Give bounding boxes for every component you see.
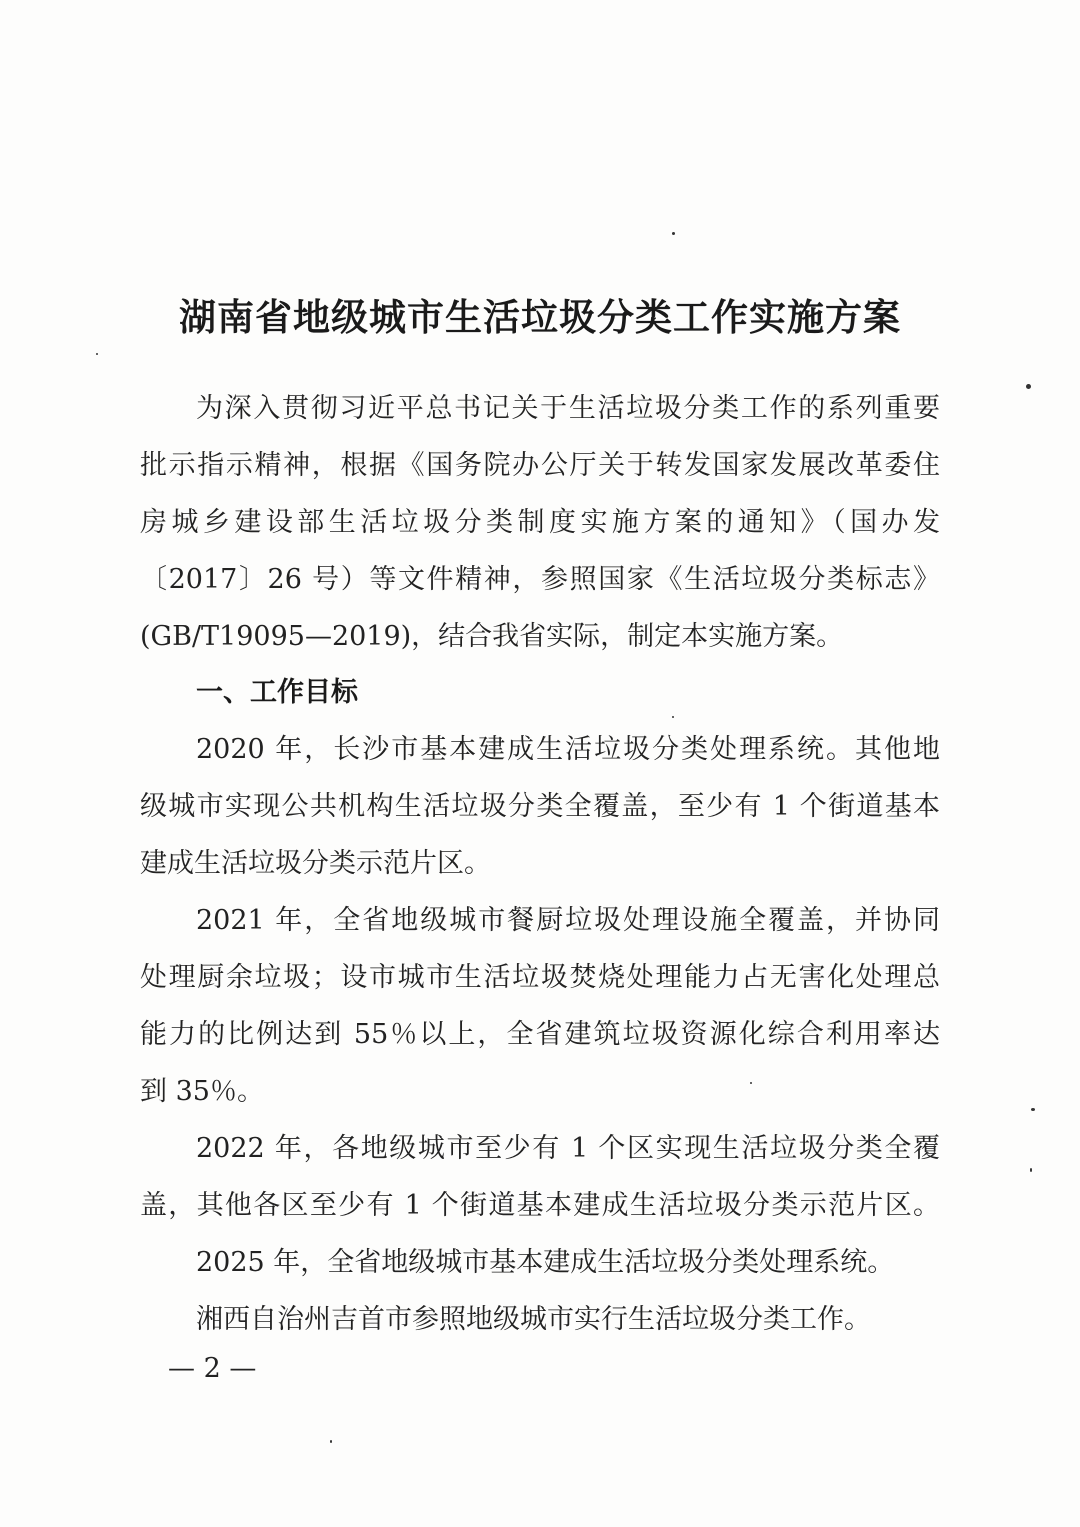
goal-2021-line-3: 能力的比例达到 55％以上，全省建筑垃圾资源化综合利用率达 — [140, 1019, 940, 1050]
scan-speck — [750, 1082, 752, 1084]
scan-speck — [1031, 1108, 1035, 1111]
goal-2022-line-2: 盖，其他各区至少有 1 个街道基本建成生活垃圾分类示范片区。 — [140, 1190, 940, 1221]
scan-speck — [1026, 384, 1031, 389]
goal-2020-line-1: 2020 年，长沙市基本建成生活垃圾分类处理系统。其他地 — [196, 734, 940, 765]
intro-line-2: 批示指示精神，根据《国务院办公厅关于转发国家发展改革委住 — [140, 450, 940, 481]
scan-speck — [96, 353, 98, 355]
intro-line-5: (GB/T19095—2019)，结合我省实际，制定本实施方案。 — [140, 621, 844, 652]
goal-xiangxi-line: 湘西自治州吉首市参照地级城市实行生活垃圾分类工作。 — [196, 1304, 871, 1335]
goal-2021-line-2: 处理厨余垃圾；设市城市生活垃圾焚烧处理能力占无害化处理总 — [140, 962, 940, 993]
goal-2021-line-4: 到 35％。 — [140, 1076, 264, 1107]
scan-speck — [672, 716, 674, 718]
goal-2021-line-1: 2021 年，全省地级城市餐厨垃圾处理设施全覆盖，并协同 — [196, 905, 940, 936]
intro-line-1: 为深入贯彻习近平总书记关于生活垃圾分类工作的系列重要 — [196, 393, 940, 424]
document-title: 湖南省地级城市生活垃圾分类工作实施方案 — [179, 296, 901, 339]
scan-speck — [672, 232, 675, 235]
intro-line-4: 〔2017〕26 号）等文件精神，参照国家《生活垃圾分类标志》 — [140, 564, 940, 595]
goal-2020-line-2: 级城市实现公共机构生活垃圾分类全覆盖，至少有 1 个街道基本 — [140, 791, 940, 822]
intro-line-3: 房城乡建设部生活垃圾分类制度实施方案的通知》（国办发 — [140, 507, 940, 538]
scan-speck — [330, 1440, 332, 1443]
section-heading: 一、工作目标 — [196, 677, 358, 708]
page-number: — 2 — — [168, 1353, 257, 1384]
goal-2022-line-1: 2022 年，各地级城市至少有 1 个区实现生活垃圾分类全覆 — [196, 1133, 940, 1164]
goal-2025-line: 2025 年，全省地级城市基本建成生活垃圾分类处理系统。 — [196, 1247, 895, 1278]
scan-speck — [1030, 1168, 1032, 1172]
goal-2020-line-3: 建成生活垃圾分类示范片区。 — [140, 848, 491, 879]
